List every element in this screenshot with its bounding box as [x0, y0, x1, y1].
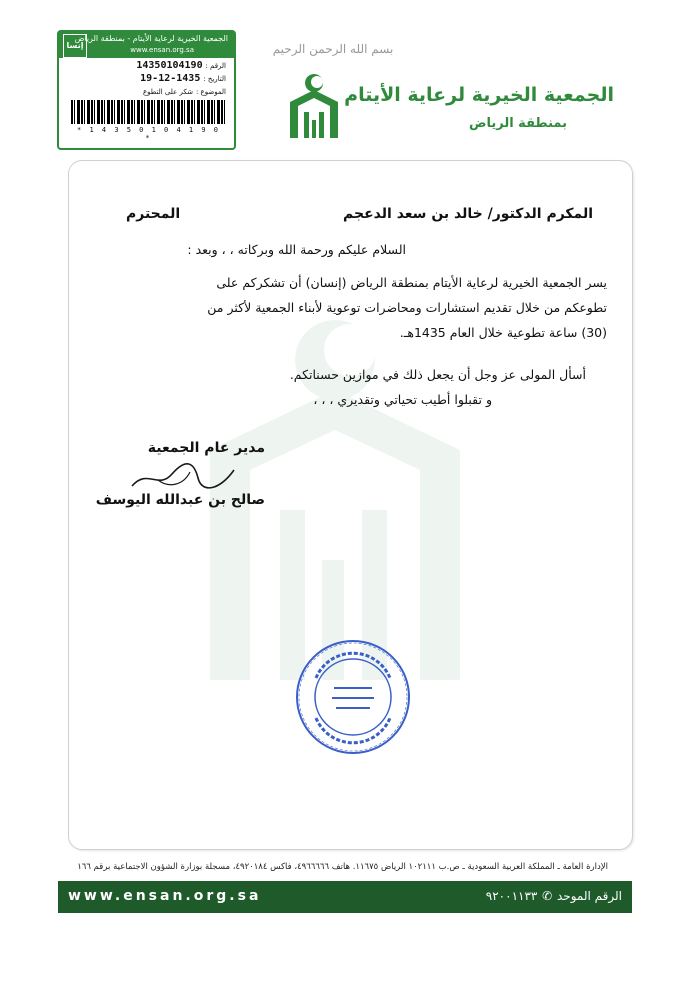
subject-label: الموضوع :	[195, 88, 226, 96]
ensan-logo-icon	[286, 72, 342, 142]
basmala: بسم الله الرحمن الرحيم	[272, 42, 394, 56]
phone-icon: ✆	[542, 889, 553, 903]
reference-stamp	[57, 30, 236, 150]
subject-value: شكر على التطوع	[142, 88, 194, 96]
stamp-date-row	[67, 73, 226, 84]
stamp-subject-row	[67, 87, 226, 97]
greeting: السلام عليكم ورحمة الله وبركاته ، ، وبعد :	[187, 242, 406, 257]
body-line: (30) ساعة تطوعية خلال العام 1435هـ.	[399, 325, 607, 340]
unified-number	[486, 889, 622, 903]
date-label: التاريخ :	[203, 75, 226, 83]
signer-title: مدير عام الجمعية	[147, 440, 265, 456]
date-value: 1435-12-19	[140, 73, 201, 84]
stamp-org-line: الجمعية الخيرية لرعاية الأيتام - بمنطقة الرياض	[74, 34, 228, 43]
body-line: تطوعكم من خلال تقديم استشارات ومحاضرات توعوية لأبناء الجمعية لأكثر من	[207, 300, 607, 315]
signature-icon	[128, 460, 238, 494]
stamp-ref-row	[67, 60, 226, 71]
stamp-url: www.ensan.org.sa	[130, 46, 194, 54]
barcode-text: * 1 4 3 5 0 1 0 4 1 9 0 *	[77, 126, 220, 142]
org-region: بمنطقة الرياض	[468, 116, 567, 131]
barcode	[71, 100, 226, 124]
ref-value: 14350104190	[136, 60, 203, 71]
closing-prayer: أسأل المولى عز وجل أن يجعل ذلك في موازين حسناتكم.	[289, 367, 586, 382]
website-link[interactable]: www.ensan.org.sa	[68, 888, 262, 904]
stamp-logo: إنسا	[63, 34, 87, 58]
body-line: يسر الجمعية الخيرية لرعاية الأيتام بمنطقة الرياض (إنسان) أن تشكركم على	[216, 275, 607, 290]
org-name: الجمعية الخيرية لرعاية الأيتام	[344, 84, 614, 106]
addressee: المكرم الدكتور/ خالد بن سعد الدعجم	[343, 206, 593, 222]
footer-bar	[58, 881, 632, 913]
honorific: المحترم	[126, 206, 181, 222]
association-seal-icon	[294, 638, 412, 756]
unified-label: الرقم الموحد	[557, 889, 622, 903]
footer-address: الإدارة العامة ـ المملكة العربية السعودية ـ ص.ب ١٠٢١١١ الرياض ١١٦٧٥. هاتف ٤٩٦٦٦٦٦، فاكس ٤٩٢٠١٨٤، مسجلة بوزارة الشؤون الاجتماعية برقم ١٦٦	[77, 862, 608, 872]
closing-regards: و تقبلوا أطيب تحياتي وتقديري ، ، ،	[313, 392, 492, 407]
unified-number-value: ٩٢٠٠١١٣٣	[485, 889, 538, 903]
signer-name: صالح بن عبدالله اليوسف	[95, 492, 265, 508]
ref-label: الرقم :	[205, 62, 226, 70]
stamp-header	[59, 32, 234, 58]
